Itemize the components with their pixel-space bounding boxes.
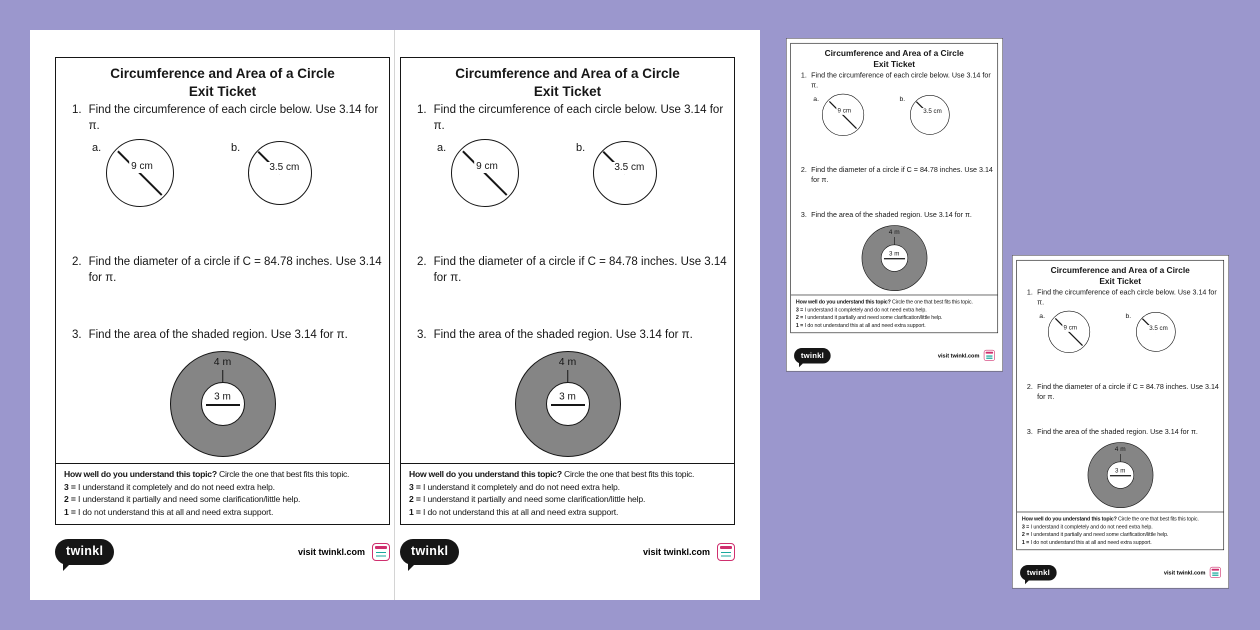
- question-3-number: 3.: [417, 329, 427, 341]
- inner-circle: [1107, 461, 1134, 488]
- twinkl-logo: [400, 539, 459, 565]
- visit-twinkl-text: visit twinkl.com: [642, 546, 710, 557]
- outer-radius-label: 4 m: [558, 356, 577, 368]
- assessment-option-3: [409, 481, 726, 494]
- preview-bottom-worksheet-mount: [1016, 260, 1224, 550]
- worksheet-title-line1: Circumference and Area of a Circle: [455, 66, 680, 81]
- worksheet-title-line2: Exit Ticket: [533, 83, 602, 99]
- question-3-number: 3.: [800, 211, 807, 220]
- question-1-text: Find the circumference of each circle below. Use 3.14 for π.: [811, 72, 991, 90]
- question-1-text: Find the circumference of each circle below. Use 3.14 for π.: [433, 104, 724, 132]
- assessment-text-3: I understand it completely and do not need extra help.: [420, 481, 620, 492]
- inner-radius-label: 3 m: [214, 391, 231, 403]
- assessment-text-2: I understand it partially and need some clarification/little help.: [803, 313, 943, 321]
- assessment-text-3: I understand it completely and do not need extra help.: [75, 481, 275, 492]
- question-1: [417, 103, 727, 134]
- worksheet-title: [791, 48, 997, 70]
- inner-radius-label: 3 m: [1115, 467, 1126, 475]
- circle-b-diagram: [593, 141, 657, 205]
- assessment-score-1: 1 =: [795, 321, 804, 328]
- question-3-text: Find the area of the shaded region. Use 3.14 for π.: [1037, 428, 1198, 437]
- twinkl-logo-text: twinkl: [66, 544, 104, 558]
- inner-radius-label: 3 m: [889, 250, 900, 258]
- double-exit-ticket-sheet: [30, 30, 760, 600]
- self-assessment-box: [791, 294, 997, 332]
- question-2: [801, 166, 993, 185]
- preview-page-bottom: [1012, 255, 1229, 589]
- twinkl-logo-text: twinkl: [800, 350, 824, 360]
- question-3: [1027, 428, 1219, 438]
- question-2-text: Find the diameter of a circle if C = 84.78 inches. Use 3.14 for π.: [433, 256, 727, 284]
- circle-a-measure-label: 9 cm: [476, 161, 498, 173]
- twinkl-quality-badge-icon: [1210, 567, 1221, 578]
- inner-circle: [201, 382, 245, 426]
- outer-radius-label: 4 m: [888, 228, 900, 236]
- assessment-option-2: [796, 313, 993, 321]
- assessment-text-2: I understand it partially and need some clarification/little help.: [420, 494, 646, 504]
- outer-radius-label: 4 m: [213, 356, 232, 368]
- shaded-region-diagram: [170, 351, 276, 457]
- question-3-text: Find the area of the shaded region. Use 3.14 for π.: [88, 329, 348, 341]
- self-assessment-box: [401, 463, 734, 525]
- shaded-region-diagram: [1087, 442, 1153, 508]
- assessment-score-2: 2 =: [1021, 530, 1030, 538]
- assessment-prompt-instruction: Circle the one that best fits this topic.: [890, 298, 973, 305]
- assessment-prompt-question: How well do you understand this topic?: [409, 468, 562, 479]
- question-2-number: 2.: [417, 256, 427, 268]
- question-2: [1027, 383, 1219, 402]
- worksheet-panel: [1016, 260, 1224, 550]
- question-2: [72, 255, 382, 286]
- question-3-text: Find the area of the shaded region. Use 3.14 for π.: [433, 329, 693, 341]
- shaded-region-diagram: [515, 351, 621, 457]
- assessment-score-3: 3 =: [64, 481, 76, 492]
- circle-b-measure-label: 3.5 cm: [269, 162, 300, 174]
- question-3: [417, 328, 727, 344]
- circle-b-measure-label: 3.5 cm: [923, 108, 942, 115]
- question-1-number: 1.: [1026, 289, 1033, 297]
- question-3-text: Find the area of the shaded region. Use 3.14 for π.: [811, 211, 972, 220]
- twinkl-logo-text: twinkl: [411, 544, 449, 558]
- assessment-text-1: I do not understand this at all and need extra support.: [1029, 538, 1152, 545]
- inner-radius-label: 3 m: [559, 391, 576, 403]
- question-3-number: 3.: [1026, 428, 1033, 437]
- worksheet-title-line2: Exit Ticket: [188, 83, 257, 99]
- assessment-score-1: 1 =: [64, 506, 76, 517]
- preview-bottom-footer-mount: [1020, 565, 1221, 581]
- visit-twinkl-text: visit twinkl.com: [297, 546, 365, 557]
- worksheet-title: [401, 65, 734, 100]
- circle-b-diagram: [910, 95, 950, 135]
- worksheet-left-mount: [55, 57, 390, 525]
- question-1: [801, 71, 993, 90]
- twinkl-quality-badge-icon: [717, 543, 735, 561]
- question-2-text: Find the diameter of a circle if C = 84.78 inches. Use 3.14 for π.: [811, 166, 993, 184]
- assessment-score-2: 2 =: [795, 313, 804, 321]
- assessment-text-3: I understand it completely and do not need extra help.: [803, 306, 927, 313]
- assessment-text-1: I do not understand this at all and need extra support.: [420, 506, 619, 517]
- assessment-score-3: 3 =: [409, 481, 421, 492]
- assessment-option-2: [1022, 530, 1219, 538]
- circle-b-diagram: [248, 141, 312, 205]
- preview-top-worksheet-mount: [790, 43, 998, 333]
- assessment-text-3: I understand it completely and do not need extra help.: [1029, 523, 1153, 530]
- part-a-label: a.: [437, 142, 447, 154]
- assessment-prompt-question: How well do you understand this topic?: [795, 298, 891, 305]
- circle-b-measure-label: 3.5 cm: [614, 162, 645, 174]
- inner-radius-line: [884, 258, 905, 259]
- circle-a-diagram: [1048, 311, 1090, 353]
- page-footer: [55, 539, 390, 565]
- part-a-label: a.: [813, 95, 819, 104]
- assessment-prompt: [1022, 515, 1219, 521]
- question-1-text: Find the circumference of each circle below. Use 3.14 for π.: [1037, 289, 1217, 307]
- part-b-label: b.: [1125, 312, 1132, 321]
- visit-twinkl-text: visit twinkl.com: [937, 352, 980, 359]
- assessment-option-3: [64, 481, 381, 494]
- question-1: [1027, 288, 1219, 307]
- assessment-option-1: [64, 506, 381, 519]
- circle-a-measure-label: 9 cm: [1063, 324, 1077, 332]
- twinkl-logo-text: twinkl: [1026, 567, 1050, 577]
- question-2-number: 2.: [1026, 383, 1033, 391]
- assessment-prompt-question: How well do you understand this topic?: [64, 468, 217, 479]
- preview-top-footer-mount: [794, 348, 995, 364]
- inner-circle: [546, 382, 590, 426]
- circle-a-diagram: [451, 139, 519, 207]
- shaded-region-diagram: [861, 225, 927, 291]
- self-assessment-box: [1017, 511, 1223, 549]
- assessment-score-3: 3 =: [1021, 523, 1030, 530]
- visit-twinkl-text: visit twinkl.com: [1163, 569, 1206, 576]
- inner-radius-line: [206, 404, 240, 406]
- circle-b-measure-label: 3.5 cm: [1149, 325, 1168, 332]
- assessment-prompt-instruction: Circle the one that best fits this topic.: [1116, 515, 1199, 522]
- assessment-option-2: [64, 493, 381, 506]
- twinkl-quality-badge-icon: [372, 543, 390, 561]
- assessment-option-1: [796, 321, 993, 329]
- assessment-option-1: [1022, 538, 1219, 546]
- question-2-text: Find the diameter of a circle if C = 84.78 inches. Use 3.14 for π.: [1037, 383, 1219, 401]
- twinkl-logo: [794, 348, 831, 364]
- inner-radius-line: [551, 404, 585, 406]
- worksheet-title-line1: Circumference and Area of a Circle: [824, 48, 964, 58]
- question-2-number: 2.: [72, 256, 82, 268]
- worksheet-title: [1017, 265, 1223, 287]
- question-1-number: 1.: [72, 104, 82, 116]
- worksheet-title: [56, 65, 389, 100]
- footer-left-mount: [55, 539, 390, 565]
- part-b-label: b.: [899, 95, 906, 104]
- question-1-text: Find the circumference of each circle below. Use 3.14 for π.: [88, 104, 379, 132]
- self-assessment-box: [56, 463, 389, 525]
- assessment-text-1: I do not understand this at all and need extra support.: [803, 321, 926, 328]
- worksheet-right-mount: [400, 57, 735, 525]
- assessment-option-3: [1022, 523, 1219, 531]
- assessment-option-1: [409, 506, 726, 519]
- worksheet-panel: [55, 57, 390, 525]
- question-1-number: 1.: [417, 104, 427, 116]
- worksheet-panel: [790, 43, 998, 333]
- outer-radius-label: 4 m: [1114, 445, 1126, 453]
- assessment-text-2: I understand it partially and need some clarification/little help.: [1029, 530, 1169, 538]
- assessment-option-3: [796, 306, 993, 314]
- inner-radius-line: [1110, 475, 1131, 476]
- footer-right-mount: [400, 539, 735, 565]
- circle-a-diagram: [822, 94, 864, 136]
- assessment-score-2: 2 =: [64, 494, 76, 504]
- worksheet-title-line1: Circumference and Area of a Circle: [1050, 265, 1190, 275]
- assessment-score-1: 1 =: [409, 506, 421, 517]
- worksheet-title-line2: Exit Ticket: [873, 59, 916, 69]
- page-footer: [794, 348, 995, 364]
- question-1: [72, 103, 382, 134]
- assessment-score-2: 2 =: [409, 494, 421, 504]
- circle-a-measure-label: 9 cm: [837, 107, 851, 115]
- worksheet-title-line1: Circumference and Area of a Circle: [110, 66, 335, 81]
- question-3: [72, 328, 382, 344]
- page-footer: [400, 539, 735, 565]
- part-b-label: b.: [576, 142, 586, 154]
- worksheet-panel: [400, 57, 735, 525]
- question-2-number: 2.: [800, 166, 807, 174]
- assessment-prompt-instruction: Circle the one that best fits this topic.: [561, 468, 695, 479]
- assessment-prompt-instruction: Circle the one that best fits this topic.: [216, 468, 350, 479]
- part-b-label: b.: [231, 142, 241, 154]
- question-1-number: 1.: [800, 72, 807, 80]
- assessment-prompt: [409, 469, 726, 479]
- part-a-label: a.: [92, 142, 102, 154]
- footer-right: [938, 350, 995, 361]
- sheet-center-divider: [394, 30, 395, 600]
- assessment-score-1: 1 =: [1021, 538, 1030, 545]
- assessment-prompt: [64, 469, 381, 479]
- question-2: [417, 255, 727, 286]
- circle-a-measure-label: 9 cm: [131, 161, 153, 173]
- assessment-score-3: 3 =: [795, 306, 804, 313]
- preview-page-top: [786, 38, 1003, 372]
- footer-right: [643, 543, 735, 561]
- twinkl-quality-badge-icon: [984, 350, 995, 361]
- assessment-prompt-question: How well do you understand this topic?: [1021, 515, 1117, 522]
- question-2-text: Find the diameter of a circle if C = 84.78 inches. Use 3.14 for π.: [88, 256, 382, 284]
- question-3-number: 3.: [72, 329, 82, 341]
- assessment-text-1: I do not understand this at all and need extra support.: [75, 506, 274, 517]
- assessment-prompt: [796, 298, 993, 304]
- assessment-text-2: I understand it partially and need some clarification/little help.: [75, 494, 301, 504]
- twinkl-logo: [55, 539, 114, 565]
- footer-right: [298, 543, 390, 561]
- assessment-option-2: [409, 493, 726, 506]
- part-a-label: a.: [1039, 312, 1045, 321]
- circle-b-diagram: [1136, 312, 1176, 352]
- page-footer: [1020, 565, 1221, 581]
- circle-a-diagram: [106, 139, 174, 207]
- worksheet-title-line2: Exit Ticket: [1099, 276, 1142, 286]
- inner-circle: [881, 244, 908, 271]
- footer-right: [1164, 567, 1221, 578]
- twinkl-logo: [1020, 565, 1057, 581]
- question-3: [801, 211, 993, 221]
